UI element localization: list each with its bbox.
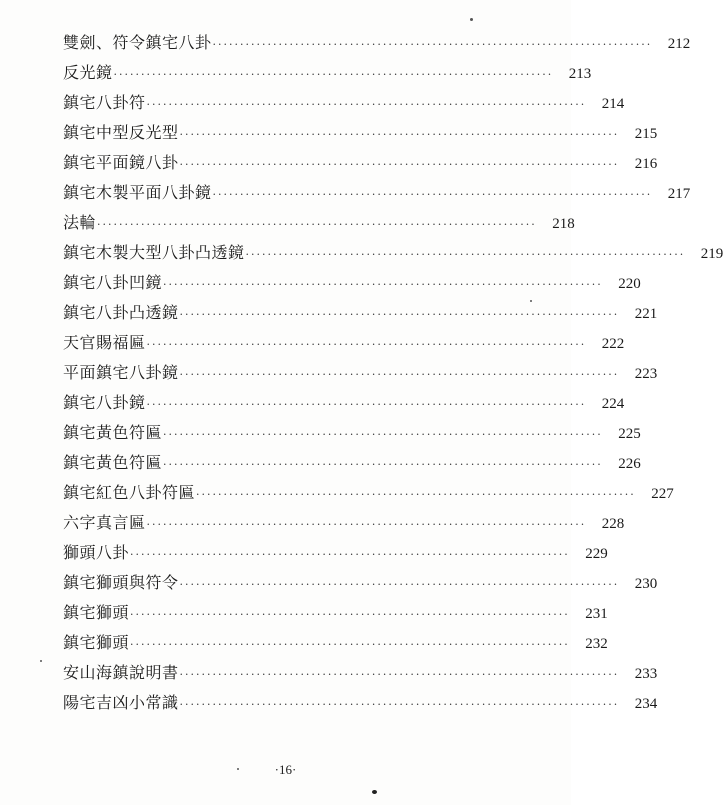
toc-dot-leader: ················································································	[179, 158, 620, 171]
toc-dot-leader: ················································································	[146, 338, 587, 351]
toc-entry	[63, 658, 658, 688]
toc-entry-title: 鎮宅八卦鏡	[63, 393, 146, 412]
toc-entry-title: 安山海鎮說明書	[63, 663, 179, 682]
toc-entry-page: 212	[667, 36, 691, 52]
toc-dot-leader: ················································································	[245, 248, 686, 261]
toc-entry-title: 鎮宅八卦符	[63, 93, 146, 112]
table-of-contents	[63, 28, 723, 718]
toc-entry	[63, 328, 625, 358]
scan-speck	[237, 768, 239, 770]
scan-speck	[530, 300, 532, 302]
toc-entry-page: 218	[552, 216, 575, 232]
toc-entry	[63, 178, 691, 208]
toc-entry	[63, 418, 641, 448]
toc-entry	[63, 448, 641, 478]
toc-dot-leader: ················································································	[196, 488, 636, 501]
toc-entry	[63, 688, 658, 718]
toc-dot-leader: ················································································	[179, 308, 620, 321]
page-number: ·16·	[274, 762, 297, 777]
toc-entry-title: 鎮宅木製大型八卦凸透鏡	[63, 243, 245, 262]
toc-entry	[63, 238, 723, 268]
scan-speck	[470, 18, 473, 21]
toc-entry-title: 天官賜福匾	[63, 333, 146, 352]
toc-dot-leader: ················································································	[97, 218, 537, 231]
toc-entry-title: 鎮宅八卦凹鏡	[63, 273, 163, 292]
toc-dot-leader: ················································································	[163, 428, 603, 441]
toc-entry-page: 226	[618, 456, 641, 472]
toc-dot-leader: ················································································	[130, 608, 570, 621]
toc-entry-title: 六字真言匾	[63, 513, 146, 532]
toc-entry-page: 228	[601, 516, 625, 532]
toc-entry-title: 鎮宅黃色符匾	[63, 453, 163, 472]
toc-entry-page: 225	[618, 426, 641, 442]
toc-entry-page: 233	[634, 666, 658, 682]
toc-entry	[63, 88, 625, 118]
toc-dot-leader: ················································································	[130, 638, 570, 651]
toc-entry-page: 222	[601, 336, 625, 352]
toc-entry-page: 231	[585, 606, 608, 622]
scan-speck	[372, 790, 377, 794]
toc-entry	[63, 358, 658, 388]
toc-entry-page: 215	[634, 126, 658, 142]
toc-entry	[63, 568, 658, 598]
toc-entry	[63, 208, 575, 238]
toc-entry-page: 230	[634, 576, 658, 592]
toc-entry-title: 鎮宅獅頭與符令	[63, 573, 179, 592]
toc-dot-leader: ················································································	[179, 578, 620, 591]
toc-entry-title: 法輪	[63, 213, 97, 232]
toc-entry	[63, 538, 608, 568]
toc-dot-leader: ················································································	[130, 548, 570, 561]
toc-entry-title: 鎮宅八卦凸透鏡	[63, 303, 179, 322]
toc-dot-leader: ················································································	[179, 128, 620, 141]
toc-entry	[63, 508, 625, 538]
toc-entry-page: 232	[585, 636, 608, 652]
toc-dot-leader: ················································································	[163, 458, 603, 471]
toc-entry	[63, 58, 592, 88]
toc-dot-leader: ················································································	[179, 668, 620, 681]
toc-entry	[63, 628, 608, 658]
toc-entry	[63, 118, 658, 148]
toc-dot-leader: ················································································	[113, 68, 554, 81]
toc-entry-page: 224	[601, 396, 625, 412]
toc-entry-page: 214	[601, 96, 625, 112]
toc-entry-page: 220	[618, 276, 641, 292]
toc-entry-title: 鎮宅平面鏡八卦	[63, 153, 179, 172]
toc-entry-title: 獅頭八卦	[63, 543, 130, 562]
toc-dot-leader: ················································································	[146, 98, 587, 111]
toc-entry-title: 平面鎮宅八卦鏡	[63, 363, 179, 382]
toc-dot-leader: ················································································	[179, 368, 620, 381]
toc-entry	[63, 28, 691, 58]
toc-entry-page: 234	[634, 696, 658, 712]
toc-entry-page: 217	[667, 186, 691, 202]
toc-entry-title: 雙劍、符令鎮宅八卦	[63, 33, 212, 52]
toc-dot-leader: ················································································	[146, 518, 587, 531]
toc-entry-title: 鎮宅中型反光型	[63, 123, 179, 142]
toc-entry-title: 鎮宅紅色八卦符匾	[63, 483, 196, 502]
toc-entry-page: 229	[585, 546, 608, 562]
toc-entry	[63, 598, 608, 628]
toc-entry-page: 219	[700, 246, 723, 262]
toc-dot-leader: ················································································	[146, 398, 587, 411]
toc-entry-page: 221	[634, 306, 658, 322]
toc-entry-title: 鎮宅獅頭	[63, 603, 130, 622]
scan-speck	[40, 660, 42, 662]
toc-entry-title: 鎮宅黃色符匾	[63, 423, 163, 442]
toc-entry-title: 鎮宅獅頭	[63, 633, 130, 652]
toc-entry-page: 216	[634, 156, 658, 172]
toc-entry-title: 陽宅吉凶小常識	[63, 693, 179, 712]
toc-entry-page: 227	[651, 486, 674, 502]
toc-entry-title: 反光鏡	[63, 63, 113, 82]
toc-entry	[63, 148, 658, 178]
toc-entry	[63, 298, 658, 328]
toc-dot-leader: ················································································	[212, 38, 653, 51]
toc-entry	[63, 268, 641, 298]
toc-entry	[63, 388, 625, 418]
toc-dot-leader: ················································································	[179, 698, 620, 711]
toc-entry-page: 223	[634, 366, 658, 382]
toc-dot-leader: ················································································	[212, 188, 653, 201]
toc-dot-leader: ················································································	[163, 278, 603, 291]
toc-entry	[63, 478, 674, 508]
toc-entry-title: 鎮宅木製平面八卦鏡	[63, 183, 212, 202]
toc-entry-page: 213	[568, 66, 592, 82]
